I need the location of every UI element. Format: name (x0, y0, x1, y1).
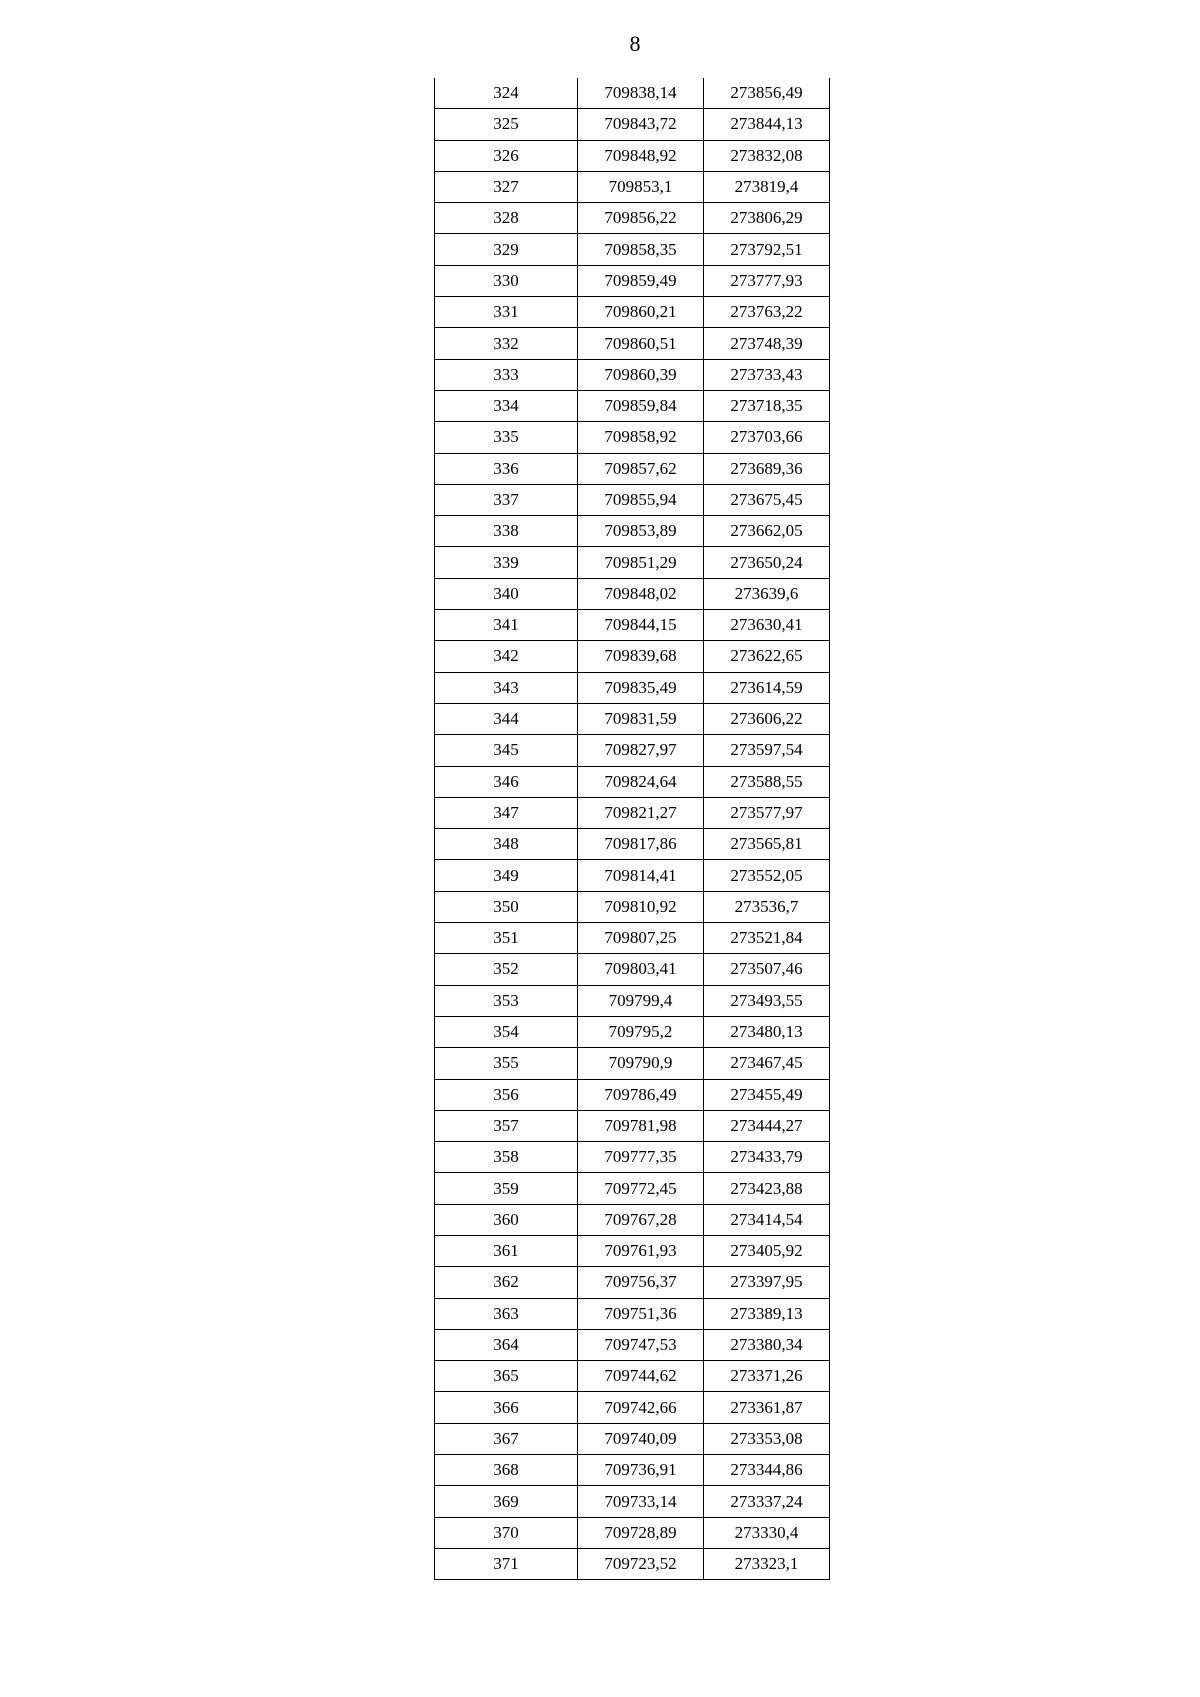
y-coordinate-cell: 273536,7 (704, 891, 830, 922)
point-number-cell: 369 (435, 1486, 578, 1517)
point-number-cell: 328 (435, 203, 578, 234)
table-row (435, 516, 830, 547)
x-coordinate-cell: 709860,21 (578, 297, 704, 328)
x-coordinate-cell: 709821,27 (578, 797, 704, 828)
y-coordinate-cell: 273493,55 (704, 985, 830, 1016)
y-coordinate-cell: 273588,55 (704, 766, 830, 797)
x-coordinate-cell: 709835,49 (578, 672, 704, 703)
point-number-cell: 325 (435, 109, 578, 140)
y-coordinate-cell: 273639,6 (704, 578, 830, 609)
point-number-cell: 353 (435, 985, 578, 1016)
table-row (435, 672, 830, 703)
x-coordinate-cell: 709786,49 (578, 1079, 704, 1110)
point-number-cell: 352 (435, 954, 578, 985)
y-coordinate-cell: 273689,36 (704, 453, 830, 484)
x-coordinate-cell: 709838,14 (578, 78, 704, 109)
point-number-cell: 370 (435, 1517, 578, 1548)
table-row (435, 1423, 830, 1454)
x-coordinate-cell: 709817,86 (578, 829, 704, 860)
y-coordinate-cell: 273361,87 (704, 1392, 830, 1423)
y-coordinate-cell: 273552,05 (704, 860, 830, 891)
coordinates-table-body (435, 78, 830, 1580)
point-number-cell: 366 (435, 1392, 578, 1423)
x-coordinate-cell: 709831,59 (578, 703, 704, 734)
table-row (435, 1486, 830, 1517)
x-coordinate-cell: 709839,68 (578, 641, 704, 672)
x-coordinate-cell: 709848,02 (578, 578, 704, 609)
y-coordinate-cell: 273614,59 (704, 672, 830, 703)
table-row (435, 891, 830, 922)
y-coordinate-cell: 273480,13 (704, 1016, 830, 1047)
point-number-cell: 368 (435, 1455, 578, 1486)
point-number-cell: 354 (435, 1016, 578, 1047)
table-row (435, 641, 830, 672)
y-coordinate-cell: 273389,13 (704, 1298, 830, 1329)
table-row (435, 1079, 830, 1110)
y-coordinate-cell: 273622,65 (704, 641, 830, 672)
table-row (435, 1142, 830, 1173)
point-number-cell: 326 (435, 140, 578, 171)
table-row (435, 453, 830, 484)
table-row (435, 422, 830, 453)
table-row (435, 1392, 830, 1423)
y-coordinate-cell: 273832,08 (704, 140, 830, 171)
point-number-cell: 327 (435, 171, 578, 202)
point-number-cell: 331 (435, 297, 578, 328)
y-coordinate-cell: 273405,92 (704, 1235, 830, 1266)
point-number-cell: 363 (435, 1298, 578, 1329)
table-row (435, 265, 830, 296)
point-number-cell: 332 (435, 328, 578, 359)
x-coordinate-cell: 709853,1 (578, 171, 704, 202)
point-number-cell: 329 (435, 234, 578, 265)
point-number-cell: 359 (435, 1173, 578, 1204)
point-number-cell: 348 (435, 829, 578, 860)
table-row (435, 954, 830, 985)
table-row (435, 109, 830, 140)
table-row (435, 610, 830, 641)
x-coordinate-cell: 709728,89 (578, 1517, 704, 1548)
table-row (435, 985, 830, 1016)
table-row (435, 703, 830, 734)
y-coordinate-cell: 273675,45 (704, 484, 830, 515)
table-row (435, 797, 830, 828)
table-row (435, 328, 830, 359)
x-coordinate-cell: 709742,66 (578, 1392, 704, 1423)
y-coordinate-cell: 273371,26 (704, 1361, 830, 1392)
x-coordinate-cell: 709856,22 (578, 203, 704, 234)
x-coordinate-cell: 709851,29 (578, 547, 704, 578)
table-row (435, 359, 830, 390)
point-number-cell: 365 (435, 1361, 578, 1392)
table-row (435, 1455, 830, 1486)
y-coordinate-cell: 273380,34 (704, 1329, 830, 1360)
point-number-cell: 347 (435, 797, 578, 828)
table-row (435, 390, 830, 421)
y-coordinate-cell: 273630,41 (704, 610, 830, 641)
x-coordinate-cell: 709858,92 (578, 422, 704, 453)
x-coordinate-cell: 709799,4 (578, 985, 704, 1016)
point-number-cell: 341 (435, 610, 578, 641)
y-coordinate-cell: 273597,54 (704, 735, 830, 766)
table-row (435, 735, 830, 766)
x-coordinate-cell: 709740,09 (578, 1423, 704, 1454)
table-row (435, 1517, 830, 1548)
x-coordinate-cell: 709843,72 (578, 109, 704, 140)
y-coordinate-cell: 273344,86 (704, 1455, 830, 1486)
point-number-cell: 362 (435, 1267, 578, 1298)
x-coordinate-cell: 709781,98 (578, 1110, 704, 1141)
x-coordinate-cell: 709859,49 (578, 265, 704, 296)
x-coordinate-cell: 709772,45 (578, 1173, 704, 1204)
table-row (435, 78, 830, 109)
x-coordinate-cell: 709853,89 (578, 516, 704, 547)
y-coordinate-cell: 273650,24 (704, 547, 830, 578)
y-coordinate-cell: 273433,79 (704, 1142, 830, 1173)
x-coordinate-cell: 709859,84 (578, 390, 704, 421)
y-coordinate-cell: 273733,43 (704, 359, 830, 390)
point-number-cell: 338 (435, 516, 578, 547)
y-coordinate-cell: 273397,95 (704, 1267, 830, 1298)
point-number-cell: 334 (435, 390, 578, 421)
x-coordinate-cell: 709827,97 (578, 735, 704, 766)
table-row (435, 171, 830, 202)
y-coordinate-cell: 273792,51 (704, 234, 830, 265)
point-number-cell: 335 (435, 422, 578, 453)
table-row (435, 1235, 830, 1266)
x-coordinate-cell: 709744,62 (578, 1361, 704, 1392)
point-number-cell: 340 (435, 578, 578, 609)
point-number-cell: 336 (435, 453, 578, 484)
coordinates-table (434, 78, 830, 1580)
point-number-cell: 349 (435, 860, 578, 891)
x-coordinate-cell: 709761,93 (578, 1235, 704, 1266)
y-coordinate-cell: 273455,49 (704, 1079, 830, 1110)
y-coordinate-cell: 273856,49 (704, 78, 830, 109)
x-coordinate-cell: 709756,37 (578, 1267, 704, 1298)
point-number-cell: 361 (435, 1235, 578, 1266)
point-number-cell: 355 (435, 1048, 578, 1079)
y-coordinate-cell: 273353,08 (704, 1423, 830, 1454)
y-coordinate-cell: 273444,27 (704, 1110, 830, 1141)
y-coordinate-cell: 273330,4 (704, 1517, 830, 1548)
table-row (435, 297, 830, 328)
point-number-cell: 346 (435, 766, 578, 797)
point-number-cell: 350 (435, 891, 578, 922)
y-coordinate-cell: 273662,05 (704, 516, 830, 547)
x-coordinate-cell: 709733,14 (578, 1486, 704, 1517)
table-row (435, 1204, 830, 1235)
table-row (435, 1048, 830, 1079)
point-number-cell: 356 (435, 1079, 578, 1110)
y-coordinate-cell: 273606,22 (704, 703, 830, 734)
x-coordinate-cell: 709857,62 (578, 453, 704, 484)
table-row (435, 1173, 830, 1204)
x-coordinate-cell: 709790,9 (578, 1048, 704, 1079)
x-coordinate-cell: 709858,35 (578, 234, 704, 265)
point-number-cell: 367 (435, 1423, 578, 1454)
y-coordinate-cell: 273763,22 (704, 297, 830, 328)
table-row (435, 829, 830, 860)
table-row (435, 203, 830, 234)
x-coordinate-cell: 709747,53 (578, 1329, 704, 1360)
x-coordinate-cell: 709860,51 (578, 328, 704, 359)
y-coordinate-cell: 273703,66 (704, 422, 830, 453)
table-row (435, 1361, 830, 1392)
x-coordinate-cell: 709824,64 (578, 766, 704, 797)
point-number-cell: 333 (435, 359, 578, 390)
x-coordinate-cell: 709803,41 (578, 954, 704, 985)
y-coordinate-cell: 273577,97 (704, 797, 830, 828)
table-row (435, 1110, 830, 1141)
y-coordinate-cell: 273337,24 (704, 1486, 830, 1517)
y-coordinate-cell: 273521,84 (704, 923, 830, 954)
table-row (435, 1298, 830, 1329)
point-number-cell: 357 (435, 1110, 578, 1141)
page-number: 8 (629, 31, 641, 56)
y-coordinate-cell: 273414,54 (704, 1204, 830, 1235)
y-coordinate-cell: 273507,46 (704, 954, 830, 985)
point-number-cell: 337 (435, 484, 578, 515)
point-number-cell: 339 (435, 547, 578, 578)
x-coordinate-cell: 709844,15 (578, 610, 704, 641)
y-coordinate-cell: 273819,4 (704, 171, 830, 202)
point-number-cell: 364 (435, 1329, 578, 1360)
table-row (435, 1016, 830, 1047)
x-coordinate-cell: 709777,35 (578, 1142, 704, 1173)
table-row (435, 234, 830, 265)
point-number-cell: 343 (435, 672, 578, 703)
table-row (435, 484, 830, 515)
x-coordinate-cell: 709767,28 (578, 1204, 704, 1235)
y-coordinate-cell: 273844,13 (704, 109, 830, 140)
point-number-cell: 371 (435, 1548, 578, 1579)
y-coordinate-cell: 273718,35 (704, 390, 830, 421)
point-number-cell: 345 (435, 735, 578, 766)
y-coordinate-cell: 273467,45 (704, 1048, 830, 1079)
x-coordinate-cell: 709848,92 (578, 140, 704, 171)
x-coordinate-cell: 709723,52 (578, 1548, 704, 1579)
x-coordinate-cell: 709736,91 (578, 1455, 704, 1486)
y-coordinate-cell: 273423,88 (704, 1173, 830, 1204)
y-coordinate-cell: 273806,29 (704, 203, 830, 234)
point-number-cell: 351 (435, 923, 578, 954)
table-row (435, 1548, 830, 1579)
x-coordinate-cell: 709814,41 (578, 860, 704, 891)
table-row (435, 1267, 830, 1298)
x-coordinate-cell: 709810,92 (578, 891, 704, 922)
point-number-cell: 324 (435, 78, 578, 109)
table-row (435, 766, 830, 797)
x-coordinate-cell: 709860,39 (578, 359, 704, 390)
point-number-cell: 360 (435, 1204, 578, 1235)
table-row (435, 860, 830, 891)
y-coordinate-cell: 273323,1 (704, 1548, 830, 1579)
table-row (435, 923, 830, 954)
x-coordinate-cell: 709751,36 (578, 1298, 704, 1329)
x-coordinate-cell: 709795,2 (578, 1016, 704, 1047)
y-coordinate-cell: 273565,81 (704, 829, 830, 860)
point-number-cell: 330 (435, 265, 578, 296)
table-row (435, 578, 830, 609)
x-coordinate-cell: 709855,94 (578, 484, 704, 515)
point-number-cell: 344 (435, 703, 578, 734)
point-number-cell: 358 (435, 1142, 578, 1173)
x-coordinate-cell: 709807,25 (578, 923, 704, 954)
y-coordinate-cell: 273777,93 (704, 265, 830, 296)
table-row (435, 547, 830, 578)
y-coordinate-cell: 273748,39 (704, 328, 830, 359)
point-number-cell: 342 (435, 641, 578, 672)
table-row (435, 1329, 830, 1360)
table-row (435, 140, 830, 171)
